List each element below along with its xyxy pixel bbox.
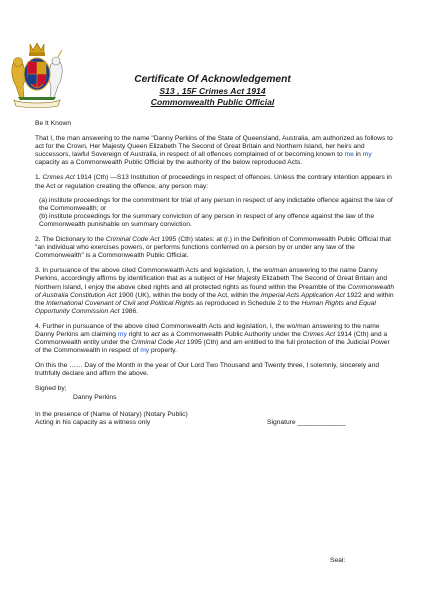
intro-paragraph: That I, the man answering to the name "Danny Perkins of the State of Queensland, Australia, am authorized as follows to act for the Crown, Her Majesty Queen Elizabeth The Second of Great Britain and Northern Island, her heirs and successors, lawful Sovereign of Australia, in respect of all offences complained of or becoming known to me in my capacity as a Commonwealth Public Official by the authority of the below reproduced Acts. xyxy=(35,135,393,167)
affirmation: On this the …… Day of the Month in the year of Our Lord Two Thousand and Twenty three, I solemnly, sincerely and truthfully declare and affirm the above. xyxy=(35,362,380,378)
greeting: Be It Known xyxy=(35,120,72,127)
certificate-body xyxy=(35,120,395,427)
section-4: 4. Further in pursuance of the above cited Commonwealth Acts and legislation, I, the wo/man answering to the name Danny Perkins am claiming my right to act as a Commonwealth Public Authority under the Crimes Act 1914 (Cth) and a Commonwealth entity under the Criminal Code Act 1995 (Cth) and am entitled to the full protection of the Judicial Power of the Commonwealth in respect of my property. xyxy=(35,322,390,355)
certificate-header xyxy=(0,74,425,107)
seal-label: Seal: xyxy=(330,557,346,564)
act-reference-heading: S13 , 15F Crimes Act 1914 xyxy=(159,86,266,96)
signed-by-label: Signed by; xyxy=(35,385,67,393)
notary-capacity: Acting in his capacity as a witness only xyxy=(35,418,151,426)
signer-name: Danny Perkins xyxy=(73,393,117,401)
section-1b: (b) institute proceedings for the summary conviction of any person in respect of any offence against the law of the Commonwealth punishable on summary conviction. xyxy=(39,212,375,228)
section-1: 1. Crimes Act 1914 (Cth) —S13 Institution of proceedings in respect of offences. Unless the contrary intention appears in the Act or regulation creating the offence, any person may: xyxy=(35,174,392,190)
section-1a: (a) institute proceedings for the commitment for trial of any person in respect of any indictable offence against the law of the Commonwealth; or xyxy=(39,196,393,212)
section-2: 2. The Dictionary to the Criminal Code Act 1995 (Cth) states: at (r.) in the Definition of Commonwealth Public Official that "an individual who exercises powers, or performs functions conferred on a person by or under any law of the Commonwealth" is a Commonwealth Public Official. xyxy=(35,236,391,260)
notary-presence: In the presence of (Name of Notary) (Notary Public) xyxy=(35,410,188,418)
certificate-title: Certificate Of Acknowledgement xyxy=(134,74,291,85)
official-heading: Commonwealth Public Official xyxy=(150,96,275,107)
notary-block xyxy=(35,411,395,427)
signature-line: Signature _____________ xyxy=(267,418,346,426)
section-3: 3. In pursuance of the above cited Commonwealth Acts and legislation, I, the wo/man answering to the name Danny Perkins, accordingly affirms by identification that as a subject of Her Majesty Elizabeth The Second of Great Britain and Northern Island, I enjoy the above cited rights and all protected rights as found within the Preamble of the Commonwealth of Australia Constitution Act 1900 (UK), within the body of the Act, within the Imperial Acts Application Act 1922 and within the International Covenant of Civil and Political Rights as reproduced in Schedule 2 to the Human Rights and Equal Opportunity Commission Act 1986. xyxy=(35,267,395,315)
highlight-my: my xyxy=(362,151,372,159)
highlight-me: me xyxy=(344,151,354,159)
